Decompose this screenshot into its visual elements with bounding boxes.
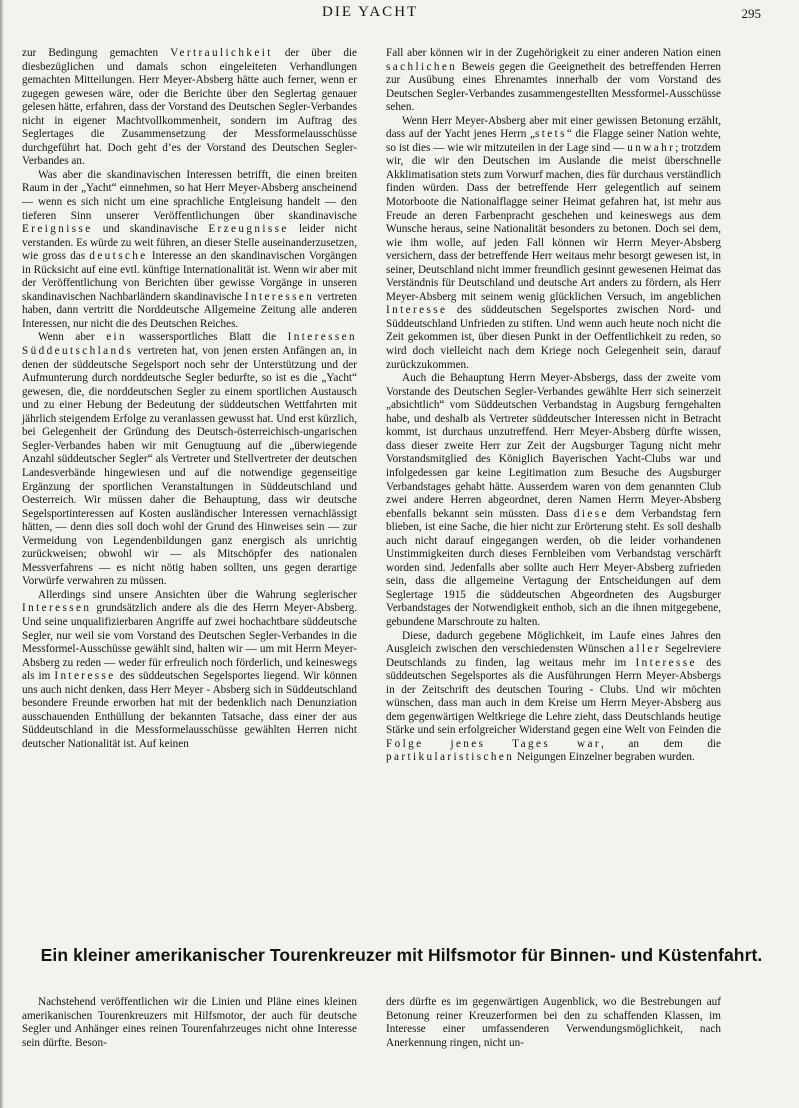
paragraph: Auch die Behauptung Herrn Meyer-Absbergs, dass der zweite vom Vorstande des Deutschen Segler-Verbandes gewählte Herr sich seinerzeit „absichtlich“ vom Süddeutschen Verbandstag in Augsburg ferngehalten habe, und deshalb als Vertreter süddeutscher Interessen nicht in Betracht kommt, ist durchaus unzutreffend. Herr Meyer-Absberg dürfte wissen, dass dieser zweite Herr zur Zeit der Augsburger Tagung nicht mehr Vorstandsmitglied des Königlich Bayerischen Yacht-Clubs war und infolgedessen gar keine Legitimation zum Besuche des Augsburger Verbandstages gehabt hätte. Ausserdem waren von dem genannten Club zwei andere Herren abgeordnet, deren Namen Herrn Meyer-Absberg ebenfalls bekannt sein müssten. Dass diese dem Verbandstag fern blieben, ist eine Sache, die hier nicht zur Erörterung steht. Es soll deshalb auch nicht darauf eingegangen werden, ob die leider vorhandenen Unstimmigkeiten durch dieses Fernbleiben vom Verbandstag verschärft worden sind. Jedenfalls aber sollte auch Herr Meyer-Absberg zufrieden sein, dass die allgemeine Vertagung der Entscheidungen auf dem Seglertage 1915 die süddeutschen Abgeordneten des Augsburger Verbandstages der Notwendigkeit enthob, sich an die ihnen mitgegebene, gebundene Marschroute zu halten. — [386, 372, 721, 628]
paragraph: Diese, dadurch gegebene Möglichkeit, im Laufe eines Jahres den Ausgleich zwischen den verschiedensten Wünschen aller Segelreviere Deutschlands zu finden, lag weitaus mehr im Interesse des süddeutschen Segelsportes als die Ausführungen Herrn Meyer-Absbergs in der Zeitschrift des deutschen Touring - Clubs. Und wir möchten wünschen, dass man auch in dem Kreise um Herrn Meyer-Absberg aus dem gegenwärtigen Weltkriege die Lehre zieht, dass Deutschlands heutige Stärke und sein erfolgreicher Widerstand gegen eine Welt von Feinden die Folge jenes Tages war, an dem die partikularistischen Neigungen Einzelner begraben wurden. — [386, 629, 722, 764]
paragraph: Fall aber können wir in der Zugehörigkeit zu einer anderen Nation einen sachlichen Beweis gegen die Geeignetheit des betreffenden Herren zur Ausübung eines Ehrenamtes innerhalb der vom Vorstand des Deutschen Segler-Verbandes zusammengestellten Messformel-Ausschüsse sehen. — [386, 47, 721, 114]
article-title: Ein kleiner amerikanischer Tourenkreuzer mit Hilfsmotor für Binnen- und Küstenfahrt. — [40, 945, 763, 965]
paragraph: Wenn aber ein wassersportliches Blatt die Interessen Süddeutschlands vertreten hat, von jenen ersten Anfängen an, in denen der süddeutsche Segelsport noch sehr der Unterstützung und der Aufmunterung durch norddeutsche Segler bedurfte, so ist es die „Yacht“ gewesen, die, die norddeutschen Segler zu einem sportlichen Austausch und zu einer Hebung der Bedeutung der süddeutschen Wettfahrten mit jährlich steigendem Erfolge zu veranlassen gewusst hat. Und erst kürzlich, bei Gelegenheit der Gründung des Deutsch-österreichisch-ungarischen Segler-Verbandes haben wir mit Genugtuung auf die „überwiegende Anzahl süddeutscher Segler“ als Vertreter und Stellvertreter der deutschen Landesverbände hingewiesen und auf die notwendige gegenseitige Ergänzung der sportlichen Veranstaltungen in Süddeutschland und Oesterreich. Wir müssen daher die Behauptung, dass wir deutsche Segelsportinteressen auf Kosten ausländischer Interessen vernachlässigt hätten, — denn dies soll doch wohl der Grund des Hinweises sein — zur Vermeidung von Legendenbildungen ganz energisch als unrichtig zurückweisen; obwohl wir — als Mitschöpfer des nationalen Messverfahrens — es nicht nötig haben sollten, uns gegen derartige Vorwürfe verwahren zu müssen. — [22, 331, 357, 588]
journal-title: DIE YACHT — [322, 4, 419, 20]
right-column — [386, 47, 721, 765]
article-intro-right: ders dürfte es im gegenwärtigen Augenblick, wo die Bestrebungen auf Betonung reiner Kreuzerformen bei den zu schaffenden Klassen, im Interesse einer umfassenderen Verwendungsmöglichkeit, nach Anerkennung ringen, nicht un- — [386, 996, 721, 1050]
running-head — [0, 4, 799, 24]
paragraph: Wenn Herr Meyer-Absberg aber mit einer gewissen Betonung erzählt, dass auf der Yacht jenes Herrn „stets“ die Flagge seiner Nation wehte, so ist dies — wie wir mitzuteilen in der Lage sind — unwahr; trotzdem wir, die wir den Deutschen im Auslande die meist überschnelle Akklimatisation stets zum Vorwurf machen, dies für durchaus verständlich finden würden. Dass der betreffende Herr gelegentlich auf seinem Motorboote die Nationalflagge seiner Heimat gefahren hat, ist mehr aus Freude an deren Farbenpracht geschehen und keineswegs aus dem Wunsche heraus, seine Nationalität besonders zu betonen. Doch sei dem, wie ihm wolle, auf jeden Fall können wir Herrn Meyer-Absberg versichern, dass der betreffende Herr weitaus mehr besorgt gewesen ist, in seiner, Deutschland nicht immer freundlich gesinnt gewesenen Heimat das Verständnis für Deutschland und deutsche Art anders zu fördern, als Herr Meyer-Absberg mit seinem wenig glücklichen Versuch, im angeblichen Interesse des süddeutschen Segelsportes zwischen Nord- und Süddeutschland Unfrieden zu stiften. Und wenn auch heute noch nicht die Zeit gekommen ist, über diesen Punkt in der Oeffentlichkeit zu reden, so wird doch vielleicht nach dem Kriege noch Gelegenheit sein, darauf zurückzukommen. — [386, 114, 721, 371]
paragraph: Allerdings sind unsere Ansichten über die Wahrung seglerischer Interessen grundsätzlich andere als die des Herrn Meyer-Absberg. Und seine unqualifizierbaren Angriffe auf zwei hochachtbare süddeutsche Segler, nur weil sie vom Vorstand des Deutschen Segler-Verbandes in die Messformel-Ausschüsse gewählt sind, halten wir — um mit Herrn Meyer-Absberg zu reden — weder für erfreulich noch förderlich, und keineswegs als im Interesse des süddeutschen Segelsportes liegend. Wir können uns auch nicht denken, dass Herr Meyer - Absberg sich in Süddeutschland besondere Freunde erworben hat mit der bedenklich nach Denunziation ausschauenden Enthüllung der bekannten Tatsache, dass einer der aus Süddeutschland in die Messformelausschüsse gewählten Herren nicht deutscher Nationalität ist. Auf keinen — [22, 588, 357, 750]
paragraph: zur Bedingung gemachten Vertraulichkeit der über die diesbezüglichen und damals schon eingeleiteten Verhandlungen gemachten Mitteilungen. Herr Meyer-Absberg hätte auch ferner, wenn er zugegen gewesen wäre, oder die Berichte über den Seglertag genauer gelesen hätte, erfahren, dass der Vorstand des Deutschen Segler-Verbandes nicht in eigener Machtvollkommenheit, sondern im Auftrag des Seglertages die Zusammensetzung der Messformelausschüsse durchgeführt hat. Doch geht d’es der Vorstand des Deutschen Segler-Verbandes an. — [22, 47, 357, 168]
paragraph: Was aber die skandinavischen Interessen betrifft, die einen breiten Raum in der „Yacht“ einnehmen, so hat Herr Meyer-Absberg anscheinend — wenn es sich nicht um eine sprachliche Entgleisung handelt — den tieferen Sinn unserer Veröffentlichungen über skandinavische Ereignisse und skandinavische Erzeugnisse leider nicht verstanden. Es würde zu weit führen, an dieser Stelle auseinanderzusetzen, wie gross das deutsche Interesse an den skandinavischen Vorgängen in Rücksicht auf eine evtl. künftige Internationalität ist. Wenn wir aber mit der Veröffentlichung von Berichten über gewisse Vorgänge in unseren skandinavischen Nachbarländern skandinavische Interessen vertreten haben, dann vertritt die Norddeutsche Allgemeine Zeitung alle anderen Interessen, nur nicht die des Deutschen Reiches. — [22, 168, 357, 330]
article-intro-left: Nachstehend veröffentlichen wir die Linien und Pläne eines kleinen amerikanischen Tourenkreuzers mit Hilfsmotor, der auch für deutsche Segler und Anhänger eines reinen Tourenfahrzeuges nicht ohne Interesse sein dürfte. Beson- — [22, 996, 357, 1050]
left-column — [22, 47, 357, 751]
scan-edge-shadow — [0, 0, 4, 1108]
page-number: 295 — [741, 6, 761, 21]
